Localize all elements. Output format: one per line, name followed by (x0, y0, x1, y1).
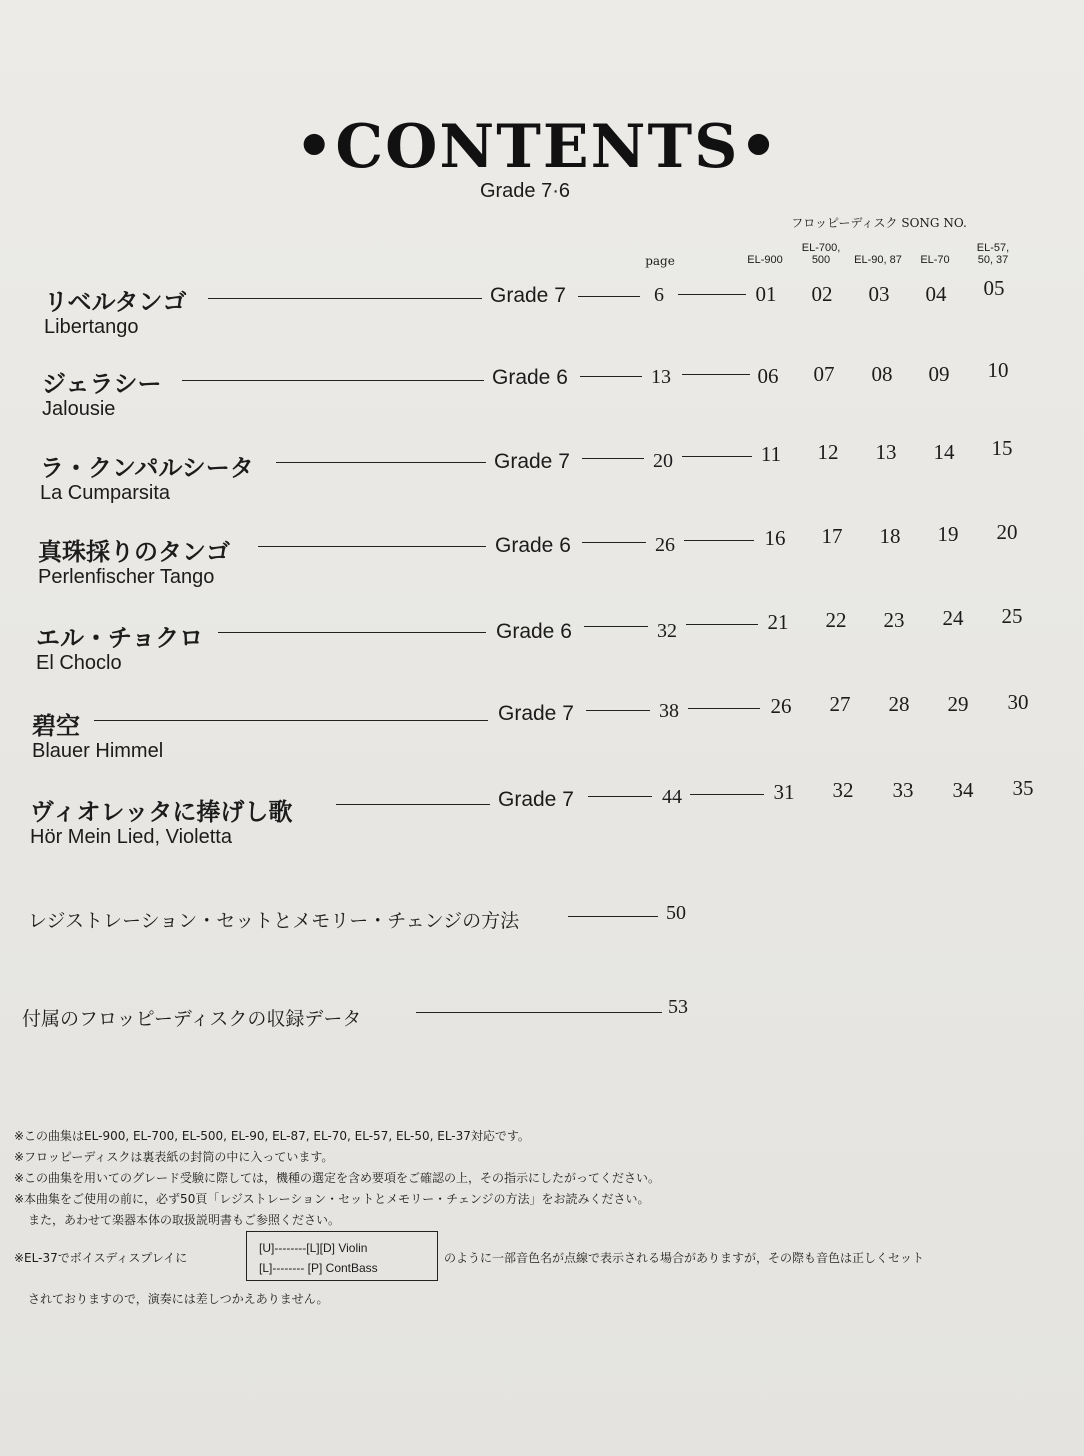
leader-line (584, 626, 648, 627)
leader-line (258, 546, 486, 547)
footnotes (14, 1126, 1074, 1310)
page-number: 6 (654, 284, 664, 306)
toc-entry-floppy-data (0, 996, 1084, 1044)
song-no: 34 (952, 778, 974, 802)
song-title-en: Perlenfischer Tango (38, 566, 215, 588)
page-number: 26 (655, 534, 675, 556)
song-no: 30 (1007, 690, 1029, 714)
model-line1: EL-900 (747, 254, 783, 266)
song-title-jp: ヴィオレッタに捧げし歌 (30, 798, 293, 826)
page-number: 44 (662, 786, 682, 808)
toc-entry (0, 690, 1084, 786)
model-line2: 500 (811, 254, 831, 266)
song-no: 04 (925, 282, 947, 306)
song-no: 27 (829, 692, 851, 716)
song-no: 19 (937, 522, 959, 546)
grade-label: Grade 7 (490, 284, 566, 307)
song-no: 24 (942, 606, 964, 630)
song-no: 23 (883, 608, 905, 632)
leader-line (276, 462, 486, 463)
song-no: 17 (821, 524, 843, 548)
song-no: 26 (770, 694, 792, 718)
song-title-en: Libertango (44, 316, 139, 338)
leader-line (588, 796, 652, 797)
page-title: •CONTENTS• (295, 112, 780, 182)
song-no: 25 (1001, 604, 1023, 628)
toc-entry (0, 358, 1084, 444)
song-title-jp: 真珠採りのタンゴ (38, 538, 230, 566)
song-no: 29 (947, 692, 969, 716)
song-no: 32 (832, 778, 854, 802)
song-title-jp: ジェラシー (42, 370, 162, 398)
leader-line (580, 376, 642, 377)
model-line1: EL-57, (976, 242, 1010, 254)
voice-display-example (246, 1231, 438, 1281)
song-title-en: Blauer Himmel (32, 740, 164, 762)
song-no: 28 (888, 692, 910, 716)
song-title-en: El Choclo (36, 652, 122, 674)
note-continued: されておりますので，演奏には差しつかえありません。 (28, 1292, 329, 1306)
toc-entry (0, 604, 1084, 698)
song-no: 01 (755, 282, 777, 306)
voice-box-line1: [U]--------[L][D] Violin (259, 1241, 368, 1255)
song-no: 33 (892, 778, 914, 802)
model-line1: EL-90, 87 (854, 254, 902, 266)
page-number: 53 (668, 996, 688, 1018)
note-voice-display (14, 1231, 1074, 1287)
song-title-en: Hör Mein Lied, Violetta (30, 826, 232, 848)
song-no: 16 (764, 526, 786, 550)
floppy-song-no-header: フロッピーディスク SONG NO. (791, 216, 967, 230)
grade-label: Grade 6 (495, 534, 571, 557)
grade-label: Grade 7 (494, 450, 570, 473)
leader-line (682, 456, 752, 457)
song-no: 10 (987, 358, 1009, 382)
song-no: 14 (933, 440, 955, 464)
note-grade-exam: ※この曲集を用いてのグレード受験に際しては，機種の選定を含め要項をご確認の上，その指示にしたがってください。 (14, 1171, 661, 1185)
leader-line (684, 540, 754, 541)
model-line1: EL-700, (801, 242, 841, 254)
leader-line (208, 298, 482, 299)
grade-label: Grade 6 (496, 620, 572, 643)
song-no: 22 (825, 608, 847, 632)
leader-line (218, 632, 486, 633)
song-title-jp: エル・チョクロ (36, 624, 204, 652)
voice-display-prefix: ※EL-37でボイスディスプレイに (14, 1251, 188, 1265)
song-no: 08 (871, 362, 893, 386)
song-no: 11 (760, 442, 782, 466)
song-no: 15 (991, 436, 1013, 460)
page-column-header: page (645, 254, 675, 268)
leader-line (568, 916, 658, 917)
model-header-el57 (958, 228, 1028, 266)
leader-line (416, 1012, 662, 1013)
leader-line (582, 542, 646, 543)
song-no: 31 (773, 780, 795, 804)
page-number: 20 (653, 450, 673, 472)
page-number: 13 (651, 366, 671, 388)
leader-line (690, 794, 764, 795)
grade-label: Grade 7 (498, 788, 574, 811)
song-no: 07 (813, 362, 835, 386)
note-manual: また，あわせて楽器本体の取扱説明書もご参照ください。 (28, 1213, 341, 1227)
song-title-jp: 碧空 (32, 712, 80, 740)
voice-box-line2: [L]-------- [P] ContBass (259, 1261, 378, 1275)
note-floppy-location: ※フロッピーディスクは裏表紙の封筒の中に入っています。 (14, 1150, 334, 1164)
grade-label: Grade 7 (498, 702, 574, 725)
note-read-first: ※本曲集をご使用の前に，必ず50頁「レジストレーション・セットとメモリー・チェンジの方法」をお読みください。 (14, 1192, 650, 1206)
toc-entry-registration (0, 902, 1084, 946)
leader-line (578, 296, 640, 297)
song-no: 35 (1012, 776, 1034, 800)
leader-line (586, 710, 650, 711)
toc-entry (0, 776, 1084, 872)
leader-line (682, 374, 750, 375)
floppy-data-label: 付属のフロッピーディスクの収録データ (22, 1008, 362, 1030)
page-subtitle: Grade 7·6 (479, 180, 571, 202)
leader-line (182, 380, 484, 381)
page-number: 38 (659, 700, 679, 722)
leader-line (336, 804, 490, 805)
leader-line (686, 624, 758, 625)
song-title-en: La Cumparsita (40, 482, 171, 504)
leader-line (94, 720, 488, 721)
song-no: 20 (996, 520, 1018, 544)
song-no: 21 (767, 610, 789, 634)
toc-entry (0, 276, 1084, 362)
song-no: 09 (928, 362, 950, 386)
song-title-jp: リベルタンゴ (44, 288, 187, 316)
model-line1: EL-70 (920, 254, 950, 266)
song-no: 13 (875, 440, 897, 464)
song-no: 02 (811, 282, 833, 306)
song-no: 18 (879, 524, 901, 548)
voice-display-suffix: のように一部音色名が点線で表示される場合がありますが，その際も音色は正しくセット (444, 1251, 925, 1265)
song-no: 03 (868, 282, 890, 306)
registration-method-label: レジストレーション・セットとメモリー・チェンジの方法 (28, 910, 520, 932)
model-line2: 50, 37 (977, 254, 1009, 266)
song-no: 06 (757, 364, 779, 388)
toc-entry (0, 520, 1084, 612)
song-no: 12 (817, 440, 839, 464)
song-no: 05 (983, 276, 1005, 300)
leader-line (678, 294, 746, 295)
page-number: 32 (657, 620, 677, 642)
note-compatibility: ※この曲集はEL-900, EL-700, EL-500, EL-90, EL-87, EL-70, EL-57, EL-50, EL-37対応です。 (14, 1129, 530, 1143)
leader-line (582, 458, 644, 459)
grade-label: Grade 6 (492, 366, 568, 389)
toc-entry (0, 436, 1084, 528)
song-title-en: Jalousie (42, 398, 116, 420)
leader-line (688, 708, 760, 709)
page-number: 50 (666, 902, 686, 924)
song-title-jp: ラ・クンパルシータ (40, 454, 254, 482)
